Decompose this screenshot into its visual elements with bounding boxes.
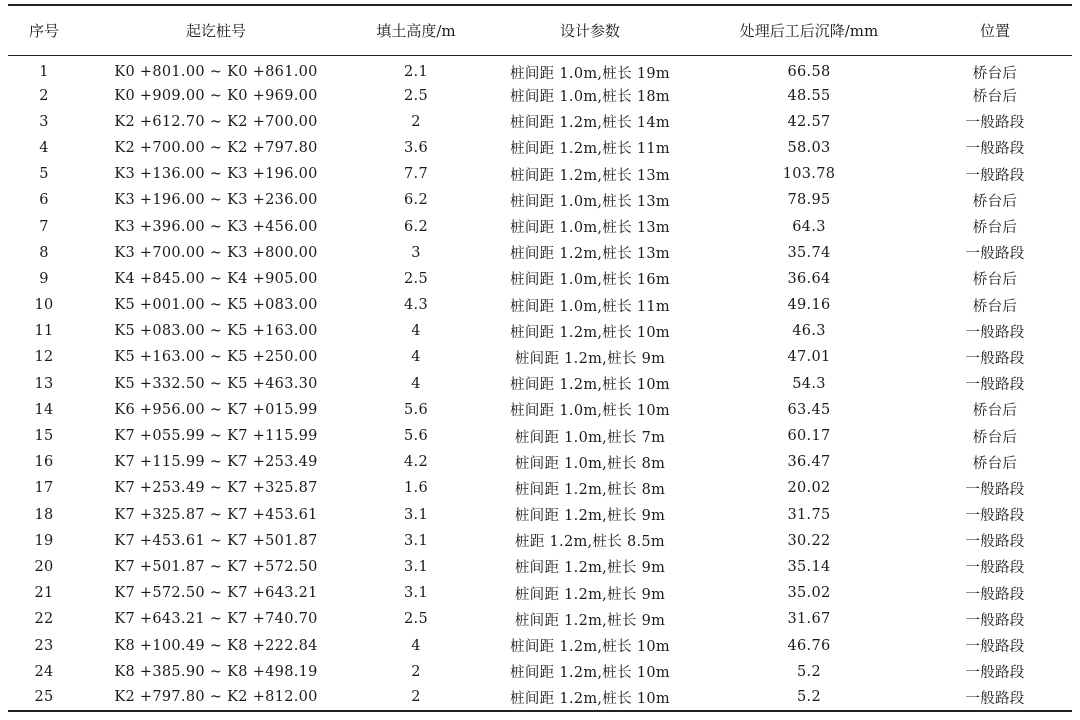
table-row xyxy=(8,213,1072,239)
cell-fill-height: 3.1 xyxy=(404,558,428,575)
cell-fill-height: 4 xyxy=(411,637,421,654)
cell-design-parameters: 桩间距 1.2m,桩长 10m xyxy=(510,639,670,656)
cell-station-range: K6 +956.00 ~ K7 +015.99 xyxy=(114,401,318,418)
table-row xyxy=(8,606,1072,632)
cell-station-range: K5 +332.50 ~ K5 +463.30 xyxy=(114,375,318,392)
cell-settlement: 30.22 xyxy=(787,532,831,549)
cell-station-range: K2 +700.00 ~ K2 +797.80 xyxy=(114,139,318,156)
cell-location: 桥台后 xyxy=(972,89,1018,106)
cell-location: 一般路段 xyxy=(965,534,1025,551)
cell-design-parameters: 桩间距 1.2m,桩长 10m xyxy=(510,324,670,341)
cell-settlement: 20.02 xyxy=(787,480,831,497)
cell-location: 桥台后 xyxy=(972,455,1018,472)
cell-station-range: K3 +196.00 ~ K3 +236.00 xyxy=(114,192,318,209)
header-row xyxy=(8,5,1072,55)
cell-station-range: K7 +453.61 ~ K7 +501.87 xyxy=(114,532,318,549)
cell-serial-number: 7 xyxy=(39,218,49,235)
cell-fill-height: 2.5 xyxy=(404,611,428,628)
table-row xyxy=(8,554,1072,580)
cell-location: 桥台后 xyxy=(972,272,1018,289)
cell-location: 一般路段 xyxy=(965,560,1025,577)
cell-serial-number: 6 xyxy=(39,192,49,209)
table-row xyxy=(8,55,1072,83)
cell-serial-number: 5 xyxy=(39,166,49,183)
cell-fill-height: 4.3 xyxy=(404,297,428,314)
cell-design-parameters: 桩间距 1.2m,桩长 13m xyxy=(510,246,670,263)
cell-settlement: 36.47 xyxy=(787,454,831,471)
table-row xyxy=(8,371,1072,397)
cell-fill-height: 5.6 xyxy=(404,428,428,445)
cell-fill-height: 7.7 xyxy=(404,166,428,183)
cell-fill-height: 1.6 xyxy=(404,480,428,497)
cell-fill-height: 2 xyxy=(352,685,480,711)
table-row xyxy=(8,344,1072,370)
cell-settlement: 78.95 xyxy=(787,192,831,209)
cell-station-range: K7 +501.87 ~ K7 +572.50 xyxy=(114,558,318,575)
cell-fill-height: 6.2 xyxy=(404,192,428,209)
cell-serial-number: 20 xyxy=(34,558,54,575)
cell-design-parameters: 桩间距 1.2m,桩长 9m xyxy=(514,612,666,629)
cell-design-parameters: 桩间距 1.2m,桩长 9m xyxy=(514,560,666,577)
cell-settlement: 35.74 xyxy=(787,244,831,261)
table-row xyxy=(8,397,1072,423)
header-station-range: 起讫桩号 xyxy=(80,5,352,55)
table-row xyxy=(8,475,1072,501)
cell-serial-number: 15 xyxy=(34,428,54,445)
cell-design-parameters: 桩间距 1.2m,桩长 10m xyxy=(510,377,670,394)
cell-location: 一般路段 xyxy=(965,115,1025,132)
cell-fill-height: 4.2 xyxy=(404,454,428,471)
cell-station-range: K7 +055.99 ~ K7 +115.99 xyxy=(114,428,318,445)
cell-station-range: K0 +909.00 ~ K0 +969.00 xyxy=(114,87,318,104)
cell-design-parameters: 桩间距 1.0m,桩长 18m xyxy=(510,89,670,106)
table-row xyxy=(8,423,1072,449)
cell-fill-height: 2.1 xyxy=(404,64,428,80)
cell-design-parameters: 桩间距 1.0m,桩长 7m xyxy=(514,429,666,446)
table-row xyxy=(8,187,1072,213)
cell-settlement: 31.67 xyxy=(787,611,831,628)
table-row xyxy=(8,580,1072,606)
cell-station-range: K3 +700.00 ~ K3 +800.00 xyxy=(114,244,318,261)
cell-serial-number: 16 xyxy=(34,454,54,471)
cell-serial-number: 10 xyxy=(34,297,54,314)
cell-serial-number: 25 xyxy=(8,685,80,711)
cell-station-range: K5 +001.00 ~ K5 +083.00 xyxy=(114,297,318,314)
cell-station-range: K3 +136.00 ~ K3 +196.00 xyxy=(114,166,318,183)
table-row xyxy=(8,685,1072,711)
cell-location: 一般路段 xyxy=(918,685,1072,711)
cell-station-range: K7 +643.21 ~ K7 +740.70 xyxy=(114,611,318,628)
cell-serial-number: 8 xyxy=(39,244,49,261)
cell-settlement: 5.2 xyxy=(797,663,821,680)
cell-serial-number: 12 xyxy=(34,349,54,366)
cell-settlement: 46.3 xyxy=(792,323,826,340)
cell-design-parameters: 桩间距 1.0m,桩长 13m xyxy=(510,193,670,210)
cell-location: 一般路段 xyxy=(965,481,1025,498)
cell-location: 一般路段 xyxy=(965,586,1025,603)
cell-settlement: 49.16 xyxy=(787,297,831,314)
cell-location: 桥台后 xyxy=(972,403,1018,420)
table-row xyxy=(8,292,1072,318)
cell-location: 桥台后 xyxy=(972,220,1018,237)
table-row xyxy=(8,318,1072,344)
cell-settlement: 103.78 xyxy=(782,166,836,183)
table-row xyxy=(8,240,1072,266)
cell-station-range: K7 +253.49 ~ K7 +325.87 xyxy=(114,480,318,497)
cell-settlement: 35.02 xyxy=(787,585,831,602)
cell-location: 一般路段 xyxy=(965,167,1025,184)
cell-location: 一般路段 xyxy=(965,639,1025,656)
cell-fill-height: 4 xyxy=(411,349,421,366)
cell-settlement: 66.58 xyxy=(787,64,831,80)
cell-design-parameters: 桩间距 1.2m,桩长 11m xyxy=(510,141,670,158)
pile-settlement-table xyxy=(8,4,1072,712)
cell-station-range: K7 +572.50 ~ K7 +643.21 xyxy=(114,585,318,602)
cell-station-range: K7 +325.87 ~ K7 +453.61 xyxy=(114,506,318,523)
cell-fill-height: 3.1 xyxy=(404,506,428,523)
table-row xyxy=(8,135,1072,161)
cell-settlement: 58.03 xyxy=(787,139,831,156)
cell-settlement: 54.3 xyxy=(792,375,826,392)
cell-fill-height: 3.1 xyxy=(404,532,428,549)
cell-location: 一般路段 xyxy=(965,612,1025,629)
cell-settlement: 47.01 xyxy=(787,349,831,366)
cell-design-parameters: 桩间距 1.2m,桩长 10m xyxy=(480,685,700,711)
cell-location: 桥台后 xyxy=(972,298,1018,315)
cell-serial-number: 22 xyxy=(34,611,54,628)
cell-settlement: 64.3 xyxy=(792,218,826,235)
cell-fill-height: 6.2 xyxy=(404,218,428,235)
cell-location: 桥台后 xyxy=(972,65,1018,82)
cell-serial-number: 14 xyxy=(34,401,54,418)
cell-design-parameters: 桩间距 1.0m,桩长 11m xyxy=(510,298,670,315)
cell-station-range: K5 +083.00 ~ K5 +163.00 xyxy=(114,323,318,340)
cell-design-parameters: 桩间距 1.0m,桩长 13m xyxy=(510,220,670,237)
cell-serial-number: 3 xyxy=(39,113,49,130)
table-row xyxy=(8,266,1072,292)
cell-serial-number: 17 xyxy=(34,480,54,497)
cell-station-range: K2 +612.70 ~ K2 +700.00 xyxy=(114,113,318,130)
cell-design-parameters: 桩间距 1.2m,桩长 9m xyxy=(514,586,666,603)
header-post-construction-settlement: 处理后工后沉降/mm xyxy=(700,5,918,55)
cell-serial-number: 9 xyxy=(39,270,49,287)
cell-station-range: K3 +396.00 ~ K3 +456.00 xyxy=(114,218,318,235)
cell-location: 一般路段 xyxy=(965,246,1025,263)
table-row xyxy=(8,161,1072,187)
cell-serial-number: 4 xyxy=(39,139,49,156)
cell-fill-height: 3.1 xyxy=(404,585,428,602)
cell-settlement: 46.76 xyxy=(787,637,831,654)
cell-design-parameters: 桩距 1.2m,桩长 8.5m xyxy=(515,534,665,551)
cell-station-range: K5 +163.00 ~ K5 +250.00 xyxy=(114,349,318,366)
cell-fill-height: 4 xyxy=(411,375,421,392)
table-row xyxy=(8,502,1072,528)
cell-settlement: 42.57 xyxy=(787,113,831,130)
header-design-parameters: 设计参数 xyxy=(480,5,700,55)
header-fill-height: 填土高度/m xyxy=(352,5,480,55)
cell-design-parameters: 桩间距 1.2m,桩长 9m xyxy=(514,350,666,367)
cell-station-range: K8 +100.49 ~ K8 +222.84 xyxy=(114,637,318,654)
cell-station-range: K0 +801.00 ~ K0 +861.00 xyxy=(114,64,318,80)
cell-design-parameters: 桩间距 1.2m,桩长 14m xyxy=(510,115,670,132)
cell-serial-number: 11 xyxy=(34,323,54,340)
cell-settlement: 60.17 xyxy=(787,428,831,445)
cell-serial-number: 2 xyxy=(39,87,49,104)
cell-station-range: K4 +845.00 ~ K4 +905.00 xyxy=(114,270,318,287)
table-row xyxy=(8,659,1072,685)
table-header xyxy=(8,5,1072,55)
cell-settlement: 63.45 xyxy=(787,401,831,418)
header-location: 位置 xyxy=(918,5,1072,55)
table-row xyxy=(8,83,1072,109)
cell-location: 一般路段 xyxy=(965,665,1025,682)
cell-station-range: K8 +385.90 ~ K8 +498.19 xyxy=(114,663,318,680)
header-serial-number: 序号 xyxy=(8,5,80,55)
cell-fill-height: 2.5 xyxy=(404,270,428,287)
cell-fill-height: 2.5 xyxy=(404,87,428,104)
cell-fill-height: 2 xyxy=(411,113,421,130)
cell-design-parameters: 桩间距 1.0m,桩长 16m xyxy=(510,272,670,289)
cell-serial-number: 24 xyxy=(34,663,54,680)
cell-fill-height: 4 xyxy=(411,323,421,340)
cell-location: 一般路段 xyxy=(965,508,1025,525)
cell-serial-number: 1 xyxy=(39,64,49,80)
cell-settlement: 5.2 xyxy=(700,685,918,711)
cell-design-parameters: 桩间距 1.0m,桩长 10m xyxy=(510,403,670,420)
cell-design-parameters: 桩间距 1.0m,桩长 19m xyxy=(510,65,670,82)
cell-settlement: 35.14 xyxy=(787,558,831,575)
cell-location: 一般路段 xyxy=(965,324,1025,341)
cell-design-parameters: 桩间距 1.2m,桩长 8m xyxy=(514,481,666,498)
table-body xyxy=(8,55,1072,711)
cell-fill-height: 2 xyxy=(411,663,421,680)
cell-settlement: 36.64 xyxy=(787,270,831,287)
cell-location: 一般路段 xyxy=(965,350,1025,367)
cell-serial-number: 23 xyxy=(34,637,54,654)
cell-design-parameters: 桩间距 1.2m,桩长 10m xyxy=(510,665,670,682)
cell-serial-number: 21 xyxy=(34,585,54,602)
cell-location: 一般路段 xyxy=(965,141,1025,158)
cell-serial-number: 18 xyxy=(34,506,54,523)
cell-design-parameters: 桩间距 1.2m,桩长 13m xyxy=(510,167,670,184)
table-row xyxy=(8,109,1072,135)
cell-design-parameters: 桩间距 1.2m,桩长 9m xyxy=(514,508,666,525)
cell-fill-height: 3.6 xyxy=(404,139,428,156)
cell-location: 一般路段 xyxy=(965,377,1025,394)
cell-station-range: K7 +115.99 ~ K7 +253.49 xyxy=(114,454,318,471)
cell-station-range: K2 +797.80 ~ K2 +812.00 xyxy=(80,685,352,711)
cell-serial-number: 19 xyxy=(34,532,54,549)
cell-location: 桥台后 xyxy=(972,429,1018,446)
cell-fill-height: 5.6 xyxy=(404,401,428,418)
cell-serial-number: 13 xyxy=(34,375,54,392)
cell-fill-height: 3 xyxy=(411,244,421,261)
table-row xyxy=(8,528,1072,554)
table-row xyxy=(8,449,1072,475)
cell-design-parameters: 桩间距 1.0m,桩长 8m xyxy=(514,455,666,472)
cell-settlement: 31.75 xyxy=(787,506,831,523)
cell-location: 桥台后 xyxy=(972,193,1018,210)
cell-settlement: 48.55 xyxy=(787,87,831,104)
table-row xyxy=(8,632,1072,658)
